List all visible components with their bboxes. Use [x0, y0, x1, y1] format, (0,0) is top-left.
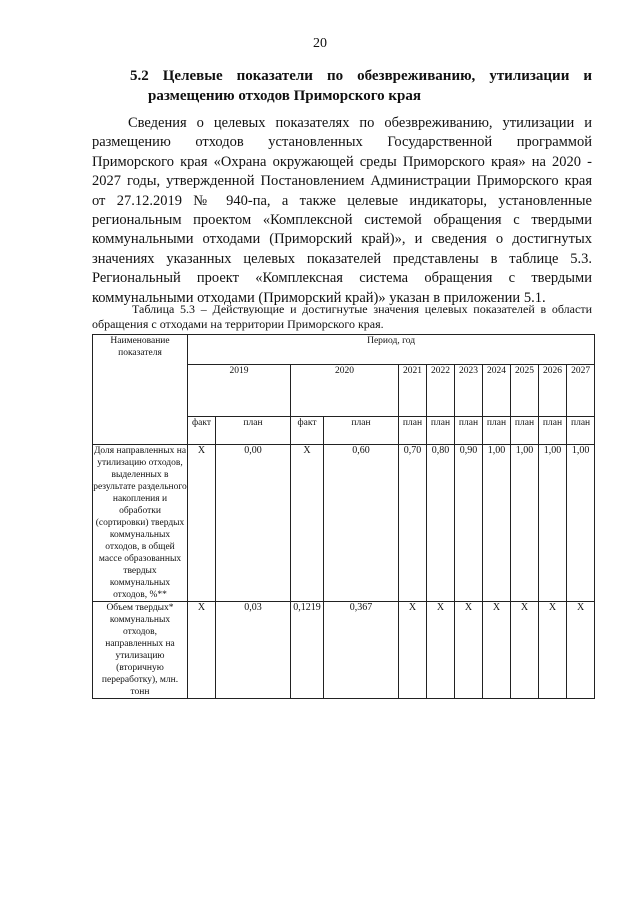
table-cell: Х	[483, 602, 511, 699]
page-number: 20	[313, 36, 327, 51]
header-plan-label: план	[539, 417, 567, 445]
table-cell: 0,00	[216, 445, 291, 602]
targets-table	[92, 334, 595, 699]
header-year: 2024	[483, 365, 511, 417]
table-cell: 0,1219	[291, 602, 324, 699]
section-heading-line1: 5.2 Целевые показатели по обезвреживанию, утилизации и	[130, 68, 592, 84]
table-cell: Х	[188, 445, 216, 602]
table-cell: Х	[511, 602, 539, 699]
table-cell: 0,367	[324, 602, 399, 699]
table-cell: 1,00	[511, 445, 539, 602]
table-cell: 0,60	[324, 445, 399, 602]
header-year: 2025	[511, 365, 539, 417]
header-plan-label: план	[511, 417, 539, 445]
header-year-2019: 2019	[188, 365, 291, 417]
table-cell: 1,00	[567, 445, 595, 602]
header-year: 2027	[567, 365, 595, 417]
header-year: 2022	[427, 365, 455, 417]
row-indicator-name: Доля направленных на утилизацию отходов, выделенных в результате раздельного накопления и обработки (сортировки) твердых коммунальных отходов, в общей массе образованных твердых коммунальных отходов, %**	[93, 446, 187, 600]
header-plan-label: план	[427, 417, 455, 445]
header-plan-label: план	[216, 417, 291, 445]
table-cell: Х	[427, 602, 455, 699]
header-indicator-name: Наименование показателя	[93, 335, 188, 445]
table-row	[93, 602, 595, 699]
table-cell: Х	[188, 602, 216, 699]
header-year-2020: 2020	[291, 365, 399, 417]
header-plan-label: план	[483, 417, 511, 445]
table-cell: 0,70	[399, 445, 427, 602]
table-cell: 0,80	[427, 445, 455, 602]
header-plan-label: план	[455, 417, 483, 445]
table-cell: Х	[291, 445, 324, 602]
body-paragraph: Сведения о целевых показателях по обезвреживанию, утилизации и размещению отходов установленных Государственной программой Приморского края «Охрана окружающей среды Приморского края» на 2020 - 2027 годы, утвержденной Постановлением Администрации Приморского края от 27.12.2019 № 940-па, а также целевые индикаторы, установленные региональным проектом «Комплексной системой обращения с твердыми коммунальными отходами (Приморский край)», и сведения о достигнутых значениях указанных целевых показателей представлены в таблице 5.3. Региональный проект «Комплексная система обращения с твердыми коммунальными отходами (Приморский край)» указан в приложении 5.1.	[92, 115, 592, 306]
header-plan-label: план	[567, 417, 595, 445]
table-cell: Х	[567, 602, 595, 699]
section-heading	[130, 66, 592, 106]
section-heading-line2: размещению отходов Приморского края	[148, 88, 421, 104]
table-cell: Х	[455, 602, 483, 699]
table-cell: 1,00	[483, 445, 511, 602]
table-cell: 0,03	[216, 602, 291, 699]
table-cell: 0,90	[455, 445, 483, 602]
table-caption: Таблица 5.3 – Действующие и достигнутые значения целевых показателей в области обращения с отходами на территории Приморского края.	[92, 302, 592, 331]
header-plan-label: план	[399, 417, 427, 445]
table-row	[93, 445, 595, 602]
table-cell: 1,00	[539, 445, 567, 602]
header-year: 2021	[399, 365, 427, 417]
header-plan-label: план	[324, 417, 399, 445]
header-year: 2023	[455, 365, 483, 417]
row-indicator-name: Объем твердых* коммунальных отходов, направленных на утилизацию (вторичную переработку), млн. тонн	[93, 602, 188, 699]
header-year: 2026	[539, 365, 567, 417]
table-cell: Х	[539, 602, 567, 699]
table-cell: Х	[399, 602, 427, 699]
header-fact-label: факт	[291, 417, 324, 445]
header-period: Период, год	[188, 335, 595, 365]
header-fact-label: факт	[188, 417, 216, 445]
